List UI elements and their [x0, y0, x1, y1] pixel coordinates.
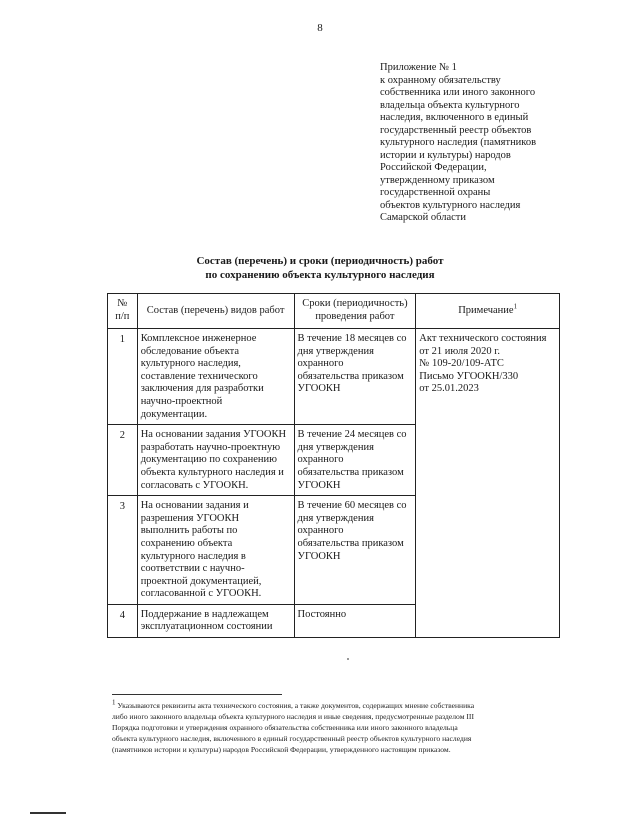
- cell-line: В течение 18 месяцев со: [297, 333, 407, 344]
- cell-line: проектной документацией,: [140, 575, 262, 587]
- cell-line: УГООКН: [297, 383, 341, 395]
- footnote-divider: [112, 694, 282, 695]
- row-works: [137, 329, 294, 425]
- cell-line: обязательства приказом: [297, 537, 404, 549]
- works-table: [107, 293, 560, 638]
- cell-line: охранного: [297, 454, 344, 466]
- cell-line: объекта культурного наследия и: [140, 466, 284, 478]
- footnote: [112, 700, 572, 755]
- header-note: [416, 294, 560, 329]
- row-terms: [294, 496, 416, 605]
- cell-line: Письмо УГООКН/330: [419, 370, 519, 382]
- cell-line: дня утверждения: [297, 512, 374, 524]
- header-works: [137, 294, 294, 329]
- row-terms: [294, 425, 416, 496]
- cell-line: дня утверждения: [297, 345, 374, 357]
- footnote-text: Указываются реквизиты акта технического состояния, а также документов, содержащих мнение собственника: [117, 701, 475, 710]
- cell-line: обязательства приказом: [297, 466, 404, 478]
- header-terms-line-1: Сроки (периодичность): [302, 298, 408, 310]
- header-works-label: Состав (перечень) видов работ: [146, 304, 285, 316]
- cell-line: документации.: [140, 408, 208, 420]
- header-number-line-2: п/п: [115, 311, 130, 322]
- cell-line: от 25.01.2023: [419, 383, 479, 395]
- cell-line: культурного наследия в: [140, 550, 246, 562]
- page-number: 8: [317, 22, 323, 34]
- appendix-line: собственника или иного законного: [380, 87, 536, 98]
- cell-line: разработать научно-проектную: [140, 441, 281, 453]
- appendix-line: к охранному обязательству: [380, 74, 501, 86]
- cell-line: культурного наследия,: [140, 358, 241, 370]
- appendix-line: Приложение № 1: [380, 62, 457, 73]
- appendix-line: государственный реестр объектов: [380, 124, 532, 136]
- cell-line: составление технического: [140, 370, 258, 382]
- cell-line: согласованной с УГООКН.: [140, 588, 262, 600]
- table-row: [108, 329, 560, 425]
- cell-line: сохранению объекта: [140, 537, 233, 549]
- appendix-line: государственной охраны: [380, 187, 491, 198]
- table-header-row: [108, 294, 560, 329]
- appendix-line: наследия, включенного в единый: [380, 112, 529, 123]
- header-number-line-1: №: [117, 298, 128, 310]
- footnote-line-1: [112, 700, 572, 711]
- row-number: 3: [108, 496, 138, 605]
- cell-line: № 109-20/109-АТС: [419, 358, 504, 370]
- row-number: 1: [108, 329, 138, 425]
- cell-line: эксплуатационном состоянии: [140, 621, 273, 633]
- cell-line: соответствии с научно-: [140, 563, 245, 575]
- footnote-line-4: объекта культурного наследия, включенного в единый государственный реестр объектов культурного наследия: [112, 734, 472, 743]
- appendix-line: истории и культуры) народов: [380, 149, 511, 161]
- cell-line: Поддержание в надлежащем: [140, 608, 269, 620]
- page-edge-mark: [30, 812, 66, 814]
- cell-line: разрешения УГООКН: [140, 512, 240, 524]
- header-terms-line-2: проведения работ: [315, 311, 395, 322]
- cell-line: охранного: [297, 358, 344, 370]
- row-note: [416, 329, 560, 638]
- cell-line: документацию по сохранению: [140, 454, 278, 466]
- cell-line: научно-проектной: [140, 395, 223, 407]
- row-number: 4: [108, 604, 138, 637]
- appendix-line: культурного наследия (памятников: [380, 137, 537, 148]
- cell-line: согласовать с УГООКН.: [140, 479, 249, 491]
- cell-line: охранного: [297, 525, 344, 537]
- footnote-line-3: Порядка подготовки и утверждения охранного обязательства собственника или иного законного владельца: [112, 723, 458, 732]
- row-terms: [294, 604, 416, 637]
- cell-line: выполнить работы по: [140, 525, 238, 537]
- appendix-line: Российской Федерации,: [380, 162, 487, 173]
- cell-line: Постоянно: [297, 608, 347, 620]
- row-works: [137, 425, 294, 496]
- cell-line: На основании задания УГООКН: [140, 429, 287, 441]
- cell-line: заключения для разработки: [140, 383, 264, 395]
- row-works: [137, 604, 294, 637]
- appendix-line: объектов культурного наследия: [380, 199, 521, 211]
- cell-line: УГООКН: [297, 479, 341, 491]
- appendix-line: Самарской области: [380, 212, 466, 223]
- header-terms: [294, 294, 416, 329]
- header-number: [108, 294, 138, 329]
- cell-line: Комплексное инженерное: [140, 333, 257, 344]
- row-number: 2: [108, 425, 138, 496]
- cell-line: На основании задания и: [140, 500, 249, 512]
- appendix-line: утвержденному приказом: [380, 174, 495, 186]
- cell-line: УГООКН: [297, 550, 341, 562]
- document-title: [0, 254, 640, 282]
- cell-line: В течение 60 месяцев со: [297, 500, 407, 512]
- cell-line: Акт технического состояния: [419, 333, 547, 344]
- title-line-2: по сохранению объекта культурного наследия: [205, 269, 435, 281]
- cell-line: обязательства приказом: [297, 370, 404, 382]
- cell-line: от 21 июля 2020 г.: [419, 345, 501, 357]
- cell-line: В течение 24 месяцев со: [297, 429, 407, 441]
- row-terms: [294, 329, 416, 425]
- footnote-line-5: (памятников истории и культуры) народов Российской Федерации, утвержденного настоящим приказом.: [112, 745, 451, 754]
- cell-line: дня утверждения: [297, 441, 374, 453]
- scan-dot: [347, 658, 349, 660]
- cell-line: обследование объекта: [140, 345, 240, 357]
- appendix-line: владельца объекта культурного: [380, 99, 520, 111]
- footnote-line-2: либо иного законного владельца объекта культурного наследия и иные сведения, предусмотренные разделом III: [112, 712, 474, 721]
- footnote-marker: 1: [112, 698, 116, 707]
- appendix-block: [380, 62, 580, 225]
- header-note-label: Примечание: [458, 304, 514, 316]
- title-line-1: Состав (перечень) и сроки (периодичность) работ: [196, 255, 444, 267]
- row-works: [137, 496, 294, 605]
- header-note-footnote-ref: 1: [513, 302, 518, 311]
